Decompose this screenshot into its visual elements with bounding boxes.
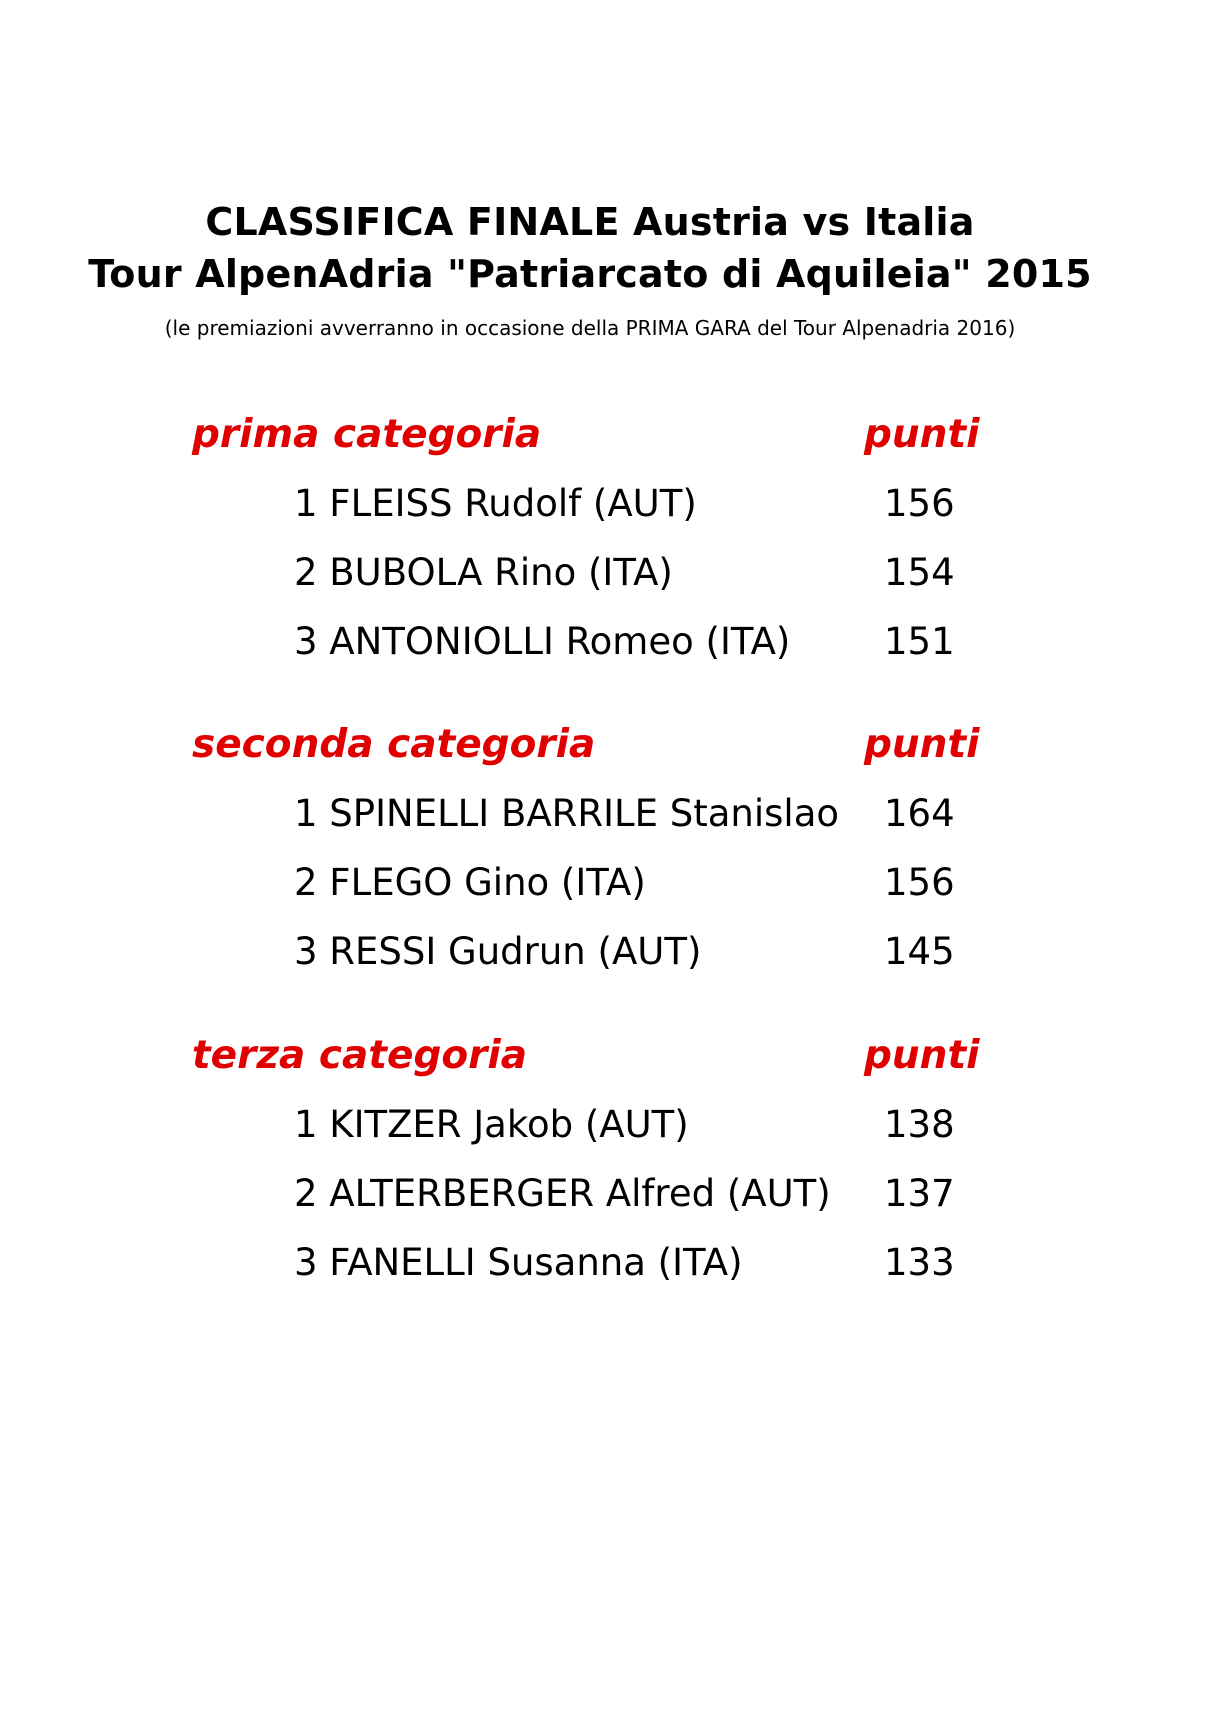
category-header-prima <box>192 407 992 463</box>
ranking-row <box>294 786 994 842</box>
ranking-row <box>294 1235 994 1291</box>
ranking-row <box>294 924 994 980</box>
category-label: prima categoria <box>192 412 542 457</box>
category-header-seconda <box>192 717 992 773</box>
page-title: CLASSIFICA FINALE Austria vs Italia <box>205 200 975 244</box>
category-header-terza <box>192 1028 992 1084</box>
competitor-points: 137 <box>884 1172 955 1215</box>
competitor-points: 145 <box>884 930 955 973</box>
competitor-points: 164 <box>884 792 955 835</box>
competitor-points: 156 <box>884 482 955 525</box>
competitor-name: 1 SPINELLI BARRILE Stanislao <box>294 792 840 835</box>
awards-note: (le premiazioni avverranno in occasione della PRIMA GARA del Tour Alpenadria 2016) <box>164 316 1016 340</box>
competitor-name: 2 FLEGO Gino (ITA) <box>294 861 646 904</box>
ranking-row <box>294 614 994 670</box>
points-column-header: punti <box>864 722 980 767</box>
competitor-points: 151 <box>884 620 955 663</box>
competitor-points: 133 <box>884 1241 955 1284</box>
competitor-name: 1 FLEISS Rudolf (AUT) <box>294 482 697 525</box>
points-column-header: punti <box>864 412 980 457</box>
competitor-name: 3 ANTONIOLLI Romeo (ITA) <box>294 620 791 663</box>
ranking-row <box>294 1166 994 1222</box>
competitor-name: 2 ALTERBERGER Alfred (AUT) <box>294 1172 831 1215</box>
competitor-name: 2 BUBOLA Rino (ITA) <box>294 551 673 594</box>
competitor-name: 3 FANELLI Susanna (ITA) <box>294 1241 743 1284</box>
competitor-name: 3 RESSI Gudrun (AUT) <box>294 930 702 973</box>
competitor-points: 138 <box>884 1103 955 1146</box>
category-label: terza categoria <box>192 1033 528 1078</box>
ranking-row <box>294 855 994 911</box>
competitor-points: 156 <box>884 861 955 904</box>
competitor-points: 154 <box>884 551 955 594</box>
category-label: seconda categoria <box>192 722 596 767</box>
competitor-name: 1 KITZER Jakob (AUT) <box>294 1103 689 1146</box>
ranking-row <box>294 476 994 532</box>
points-column-header: punti <box>864 1033 980 1078</box>
ranking-row <box>294 1097 994 1153</box>
ranking-row <box>294 545 994 601</box>
page-subtitle-title: Tour AlpenAdria "Patriarcato di Aquileia" 2015 <box>88 252 1092 296</box>
